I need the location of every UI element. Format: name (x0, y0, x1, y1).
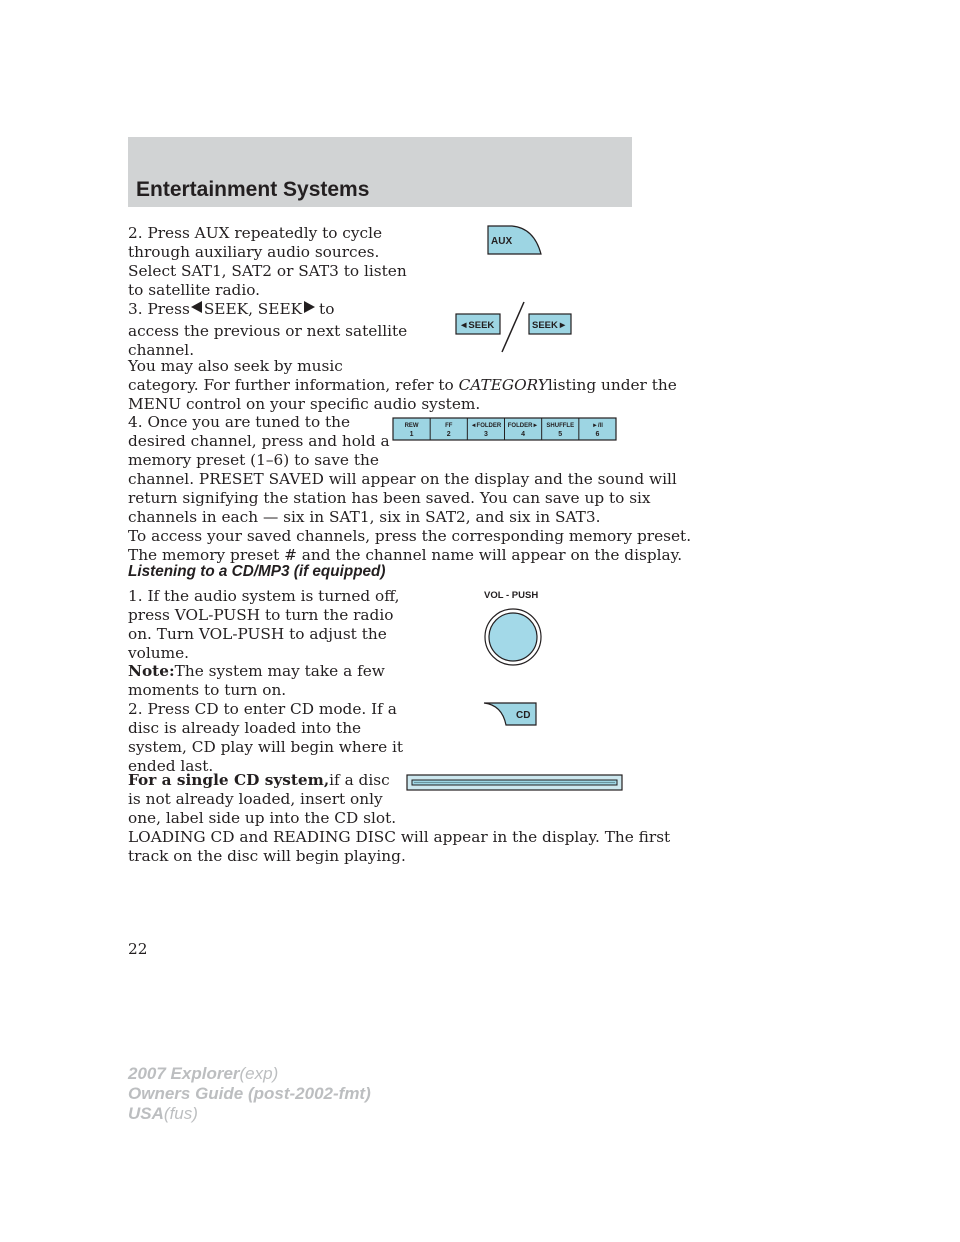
text-line: 4. Once you are tuned to the (128, 413, 351, 431)
section-header-band (128, 137, 632, 207)
document-footer (128, 1064, 371, 1124)
single-cd-label: For a single CD system, (128, 771, 330, 789)
footer-line-3 (128, 1104, 371, 1124)
seek-to-word: to (319, 300, 335, 318)
text-line: channel. (128, 341, 195, 359)
footer-line-1 (128, 1064, 371, 1084)
text-line (128, 300, 407, 319)
text-line: one, label side up into the CD slot. (128, 809, 397, 827)
cd-step2-text (128, 700, 403, 776)
footer-model: 2007 Explorer (128, 1064, 240, 1083)
aux-step-text (128, 224, 407, 300)
seek-press-word: 3. Press (128, 300, 190, 318)
text-line: access the previous or next satellite (128, 322, 408, 340)
cd-label: CD (516, 710, 531, 721)
preset-2-label: FF (445, 423, 453, 429)
preset-buttons-illustration (392, 417, 618, 442)
text-line: The memory preset # and the channel name will appear on the display. (128, 546, 683, 564)
seek-right-label: SEEK► (532, 320, 568, 331)
cd-slot-illustration (406, 774, 624, 792)
vol-push-knob-illustration (482, 606, 544, 668)
footer-guide: Owners Guide (post-2002-fmt) (128, 1084, 371, 1103)
text-line: 2. Press CD to enter CD mode. If a (128, 700, 397, 718)
text-line: LOADING CD and READING DISC will appear in the display. The first (128, 828, 671, 846)
preset-5-number: 5 (558, 431, 563, 438)
text-line: is not already loaded, insert only (128, 790, 383, 808)
text-line: to satellite radio. (128, 281, 261, 299)
text-line: press VOL-PUSH to turn the radio (128, 606, 394, 624)
vol-push-label: VOL - PUSH (484, 590, 539, 601)
preset-1-number: 1 (409, 431, 414, 438)
seek-left-arrow-icon (191, 301, 202, 313)
page-number: 22 (128, 940, 148, 958)
text-line: memory preset (1–6) to save the (128, 451, 379, 469)
text-line: channel. PRESET SAVED will appear on the display and the sound will (128, 470, 677, 488)
text-line (128, 662, 385, 681)
text-line (128, 376, 677, 395)
text-line: channels in each — six in SAT1, six in SAT2, and six in SAT3. (128, 508, 601, 526)
category-paragraph (128, 357, 677, 414)
seek-left-label: ◄SEEK (459, 320, 495, 331)
aux-label: AUX (491, 236, 513, 247)
preset-3-label: ◄FOLDER (470, 423, 502, 429)
preset-3-number: 3 (483, 431, 488, 438)
text-run: if a disc (329, 771, 390, 789)
text-line: through auxiliary audio sources. (128, 243, 380, 261)
text-line: moments to turn on. (128, 681, 287, 699)
text-line: track on the disc will begin playing. (128, 847, 406, 865)
preset-4-label: FOLDER► (507, 423, 539, 429)
text-line: You may also seek by music (128, 357, 343, 375)
note-label: Note: (128, 662, 175, 680)
text-line: MENU control on your specific audio system. (128, 395, 481, 413)
preset-6-number: 6 (595, 431, 600, 438)
text-line: disc is already loaded into the (128, 719, 362, 737)
access-paragraph (128, 527, 691, 565)
preset-5-label: SHUFFLE (546, 423, 575, 429)
footer-market: USA (128, 1104, 164, 1123)
text-run: category. For further information, refer to (128, 376, 454, 394)
seek-buttons-illustration (454, 296, 574, 354)
text-line: To access your saved channels, press the corresponding memory preset. (128, 527, 692, 545)
preset-4-number: 4 (521, 431, 526, 438)
text-line: return signifying the station has been saved. You can save up to six (128, 489, 651, 507)
section-title: Entertainment Systems (136, 178, 370, 201)
text-line: desired channel, press and hold a (128, 432, 390, 450)
preset-6-label: ►/II (591, 423, 603, 429)
seek-right-arrow-icon (304, 301, 315, 313)
aux-button-illustration (486, 224, 544, 258)
cd-button-illustration (480, 699, 540, 729)
text-line: 1. If the audio system is turned off, (128, 587, 400, 605)
footer-market-code: (fus) (163, 1104, 198, 1123)
category-term: CATEGORY (458, 376, 548, 394)
footer-line-2 (128, 1084, 371, 1104)
text-line: volume. (128, 644, 190, 662)
text-line: Select SAT1, SAT2 or SAT3 to listen (128, 262, 407, 280)
seek-step-text (128, 300, 407, 360)
seek-mid-text: SEEK, SEEK (203, 300, 303, 318)
footer-model-code: (exp) (239, 1064, 279, 1083)
text-line: ended last. (128, 757, 214, 775)
text-run: The system may take a few (174, 662, 385, 680)
text-run: listing under the (547, 376, 677, 394)
cd-step1-text (128, 587, 399, 663)
preset-1-label: REW (404, 423, 419, 429)
text-line: system, CD play will begin where it (128, 738, 404, 756)
note-text (128, 662, 385, 700)
text-line: on. Turn VOL-PUSH to adjust the (128, 625, 387, 643)
cd-section-heading: Listening to a CD/MP3 (if equipped) (128, 563, 386, 580)
preset-2-number: 2 (446, 431, 451, 438)
text-line: 2. Press AUX repeatedly to cycle (128, 224, 383, 242)
